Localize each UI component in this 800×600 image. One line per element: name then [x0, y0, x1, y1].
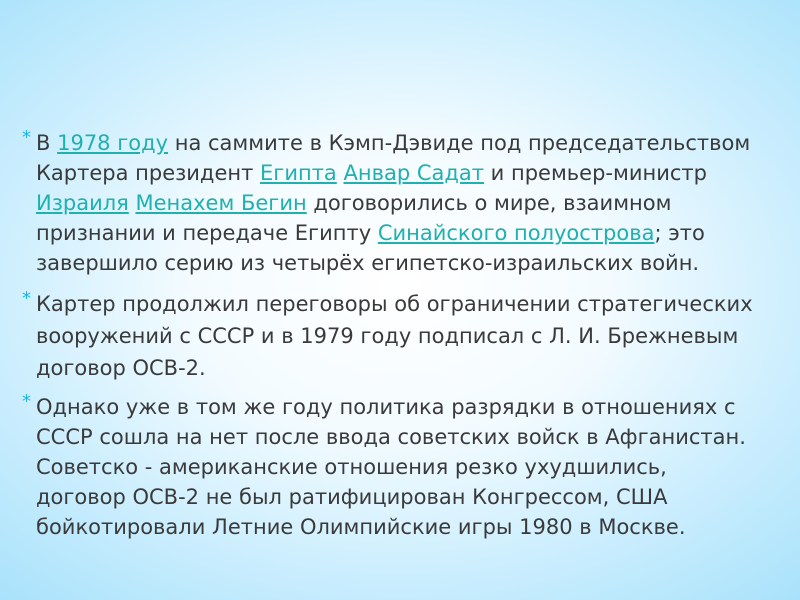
link-sadat[interactable]: Анвар Садат: [343, 161, 484, 185]
paragraph-text: Картер продолжил переговоры об ограничении стратегических вооружений с СССР и в 1979 году подписал с Л. И. Брежневым договор ОСВ-2.: [36, 292, 753, 380]
link-sinai[interactable]: Синайского полуострова: [377, 221, 655, 245]
asterisk-icon: *: [22, 391, 31, 412]
link-begin[interactable]: Менахем Бегин: [135, 191, 307, 215]
link-egypt[interactable]: Египта: [260, 161, 337, 185]
text-segment: договорились о мире, взаимном признании и передаче Египту: [36, 191, 672, 245]
text-segment: В: [36, 131, 58, 155]
slide-text: [22, 128, 762, 550]
text-segment: и премьер-министр: [483, 161, 707, 185]
link-israel[interactable]: Израиля: [36, 191, 129, 215]
text-segment: ; это завершило серию из четырёх египетско-израильских войн.: [36, 221, 705, 275]
bullet-paragraph-2: [22, 288, 762, 384]
bullet-paragraph-1: [22, 128, 762, 278]
bullet-paragraph-3: [22, 392, 762, 542]
asterisk-icon: *: [22, 127, 31, 148]
link-1978[interactable]: 1978 году: [57, 131, 169, 155]
asterisk-icon: *: [22, 288, 31, 309]
text-segment: на саммите в Кэмп-Дэвиде под председательством Картера президент: [36, 131, 751, 185]
paragraph-text: Однако уже в том же году политика разрядки в отношениях с СССР сошла на нет после ввода советских войск в Афганистан. Советско - американские отношения резко ухудшились, договор ОСВ-2 не был ратифицирован Конгрессом, США бойкотировали Летние Олимпийские игры 1980 в Москве.: [36, 395, 746, 539]
